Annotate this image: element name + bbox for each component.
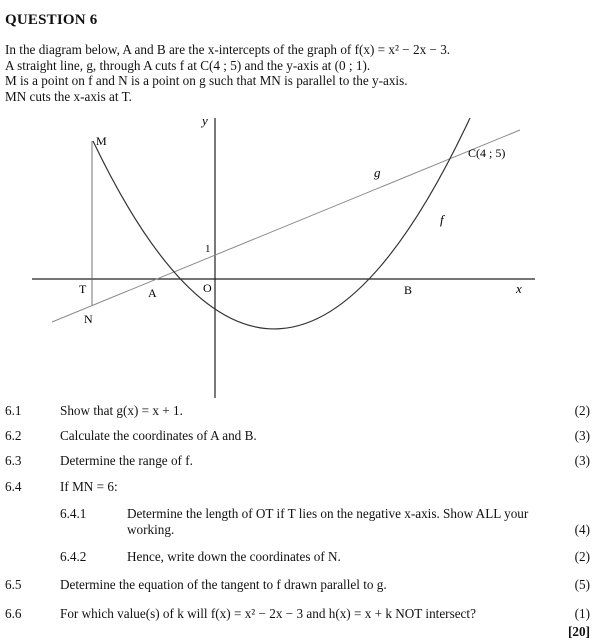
label-t: T bbox=[79, 282, 87, 296]
diagram bbox=[0, 110, 600, 405]
intro-line-1: In the diagram below, A and B are the x-intercepts of the graph of f(x) = x² − 2x − 3. bbox=[5, 42, 451, 57]
label-f: f bbox=[440, 212, 444, 227]
label-a: A bbox=[148, 286, 157, 300]
label-m: M bbox=[96, 134, 107, 148]
question-title: QUESTION 6 bbox=[5, 12, 98, 28]
label-y-intercept: 1 bbox=[205, 243, 211, 255]
intro-line-3: M is a point on f and N is a point on g such that MN is parallel to the y-axis. bbox=[5, 73, 408, 88]
label-c: C(4 ; 5) bbox=[468, 146, 506, 160]
label-b: B bbox=[404, 283, 413, 297]
intro-line-2: A straight line, g, through A cuts f at C(4 ; 5) and the y-axis at (0 ; 1). bbox=[5, 57, 371, 73]
total-marks: [20] bbox=[568, 624, 590, 639]
label-g: g bbox=[374, 165, 381, 180]
label-y-axis: y bbox=[202, 113, 208, 128]
question-intro bbox=[5, 42, 595, 104]
label-origin: O bbox=[203, 281, 212, 295]
intro-line-4: MN cuts the x-axis at T. bbox=[5, 88, 132, 104]
label-n: N bbox=[84, 312, 93, 326]
label-x-axis: x bbox=[516, 281, 522, 296]
